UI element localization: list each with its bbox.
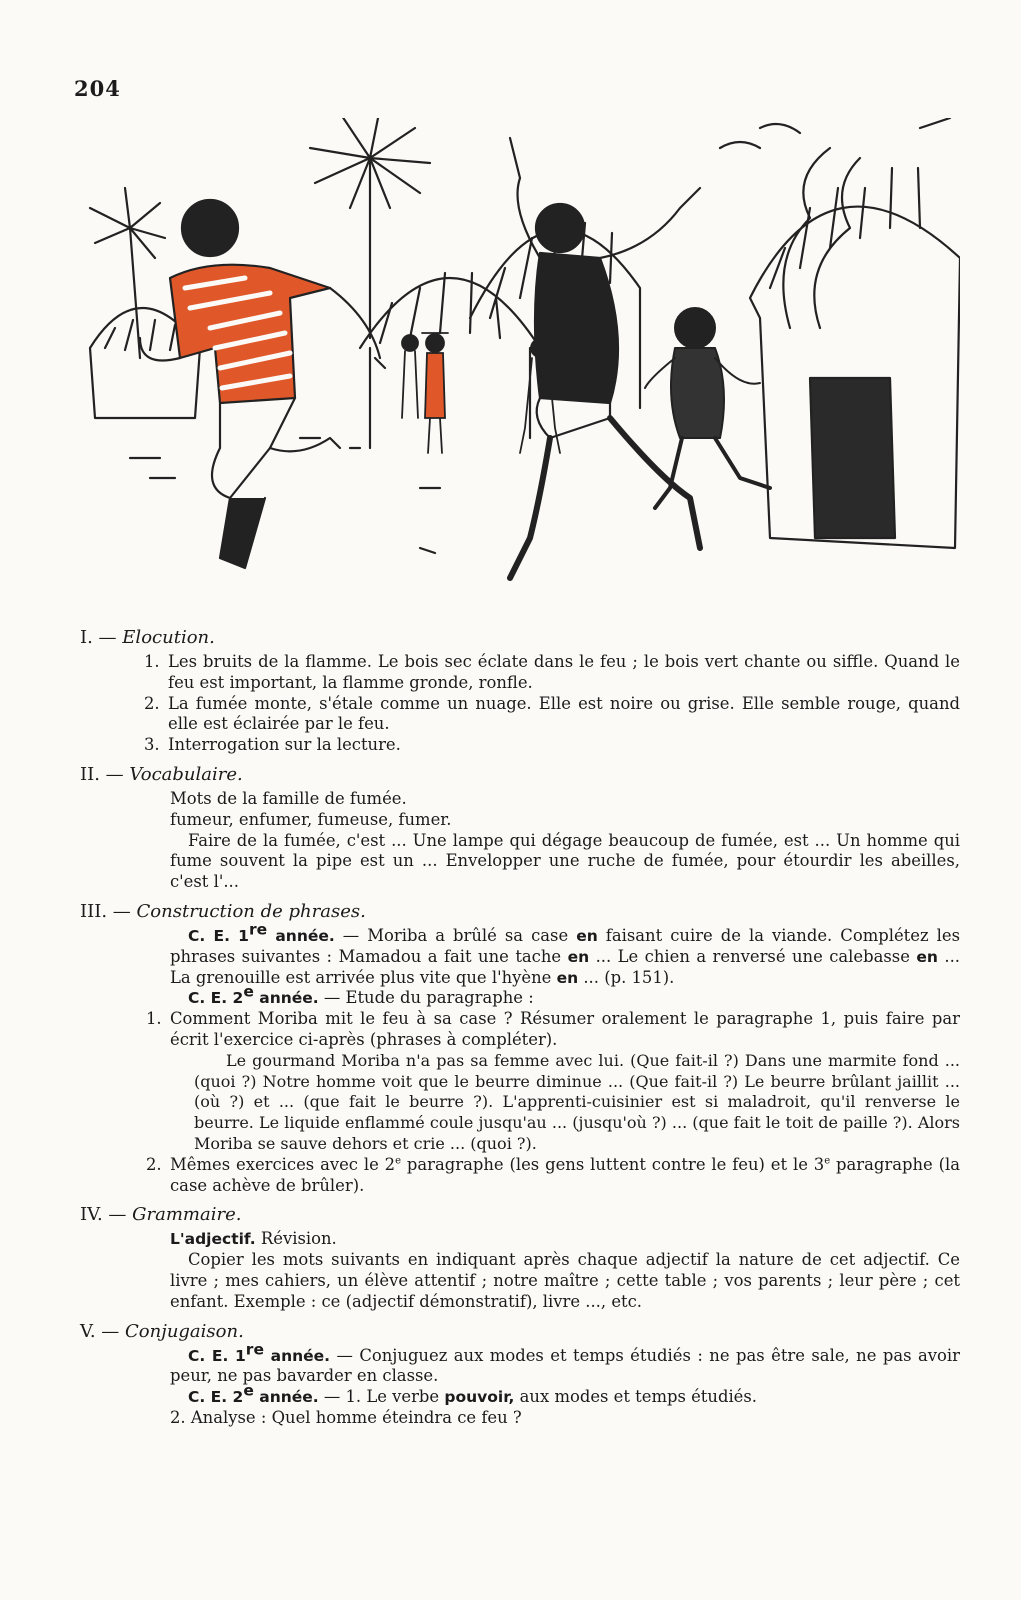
verb-pouvoir: pouvoir,: [444, 1388, 515, 1407]
ce1-paragraph: [170, 920, 960, 988]
section-title: Grammaire.: [132, 1204, 242, 1226]
vocab-paragraph: Faire de la fumée, c'est ... Une lampe qui dégage beaucoup de fumée, est ... Un homme qui fume souvent la pipe est un ... Envelopper une ruche de fumée, pour étourdir les abeilles, c'est l'...: [170, 830, 960, 892]
section-number: IV. —: [80, 1204, 127, 1226]
level-sup: re: [245, 1340, 264, 1359]
text: — 1. Le verbe: [318, 1387, 445, 1407]
text: ... La grenouille est arrivée plus vite que l'hyène: [170, 946, 960, 987]
level-sup: e: [243, 1381, 254, 1400]
section-heading: [80, 626, 960, 650]
exercise-content: [80, 626, 960, 1436]
example-paragraph: Le gourmand Moriba n'a pas sa femme avec lui. (Que fait-il ?) Dans une marmite fond ... (quoi ?) Notre homme voit que le beurre diminue ... (Que fait-il ?) Le beurre brûlant jaillit ... (où ?) et ... (que fait le beurre ?). L'apprenti-cuisinier est si maladroit, qu'il renverse le beurre. Le liquide enflammé coule jusqu'au ... (jusqu'où ?) ... (que fait le toit de paille ?). Alors Moriba se sauve dehors et crie ... (quoi ?).: [194, 1050, 960, 1153]
item-text: paragraphe (la case achève de brûler).: [170, 1154, 960, 1195]
section-number: II. —: [80, 763, 124, 785]
level-label: C. E. 1: [188, 926, 249, 945]
text: ... (p. 151).: [578, 967, 675, 987]
text: faisant cuire de la viande. Complétez les phrases suivantes : Mamadou a fait une tache: [170, 925, 960, 966]
item-text: paragraphe (les gens luttent contre le feu) et le 3: [401, 1154, 825, 1174]
keyword-en: en: [567, 947, 590, 966]
section-title: Construction de phrases.: [136, 900, 366, 922]
level-label-suffix: année.: [267, 926, 335, 945]
vocab-line: Mots de la famille de fumée.: [170, 788, 407, 808]
section-heading: [80, 1320, 960, 1344]
ce2-paragraph: [170, 1381, 960, 1408]
section-heading: [80, 900, 960, 924]
grammar-label-line: [170, 1229, 960, 1250]
level-label-suffix: année.: [263, 1346, 331, 1365]
item-number: 2.: [146, 1154, 162, 1174]
item-text: Interrogation sur la lecture.: [168, 735, 401, 755]
text: — Etude du paragraphe :: [318, 988, 534, 1008]
item-number: 1.: [146, 1009, 162, 1029]
item-text: La fumée monte, s'étale comme un nuage. Elle est noire ou grise. Elle semble rouge, quand elle est éclairée par le feu.: [168, 693, 960, 734]
section-title: Elocution.: [122, 627, 215, 648]
level-label: C. E. 2: [188, 989, 244, 1008]
analysis-line: 2. Analyse : Quel homme éteindra ce feu ?: [170, 1407, 522, 1427]
item-text: Les bruits de la flamme. Le bois sec éclate dans le feu ; le bois vert chante ou siffle. Quand le feu est important, la flamme gronde, ronfle.: [168, 652, 960, 692]
level-label: C. E. 2: [188, 1388, 244, 1407]
section-conjugaison: [80, 1320, 960, 1429]
grammar-label: L'adjectif.: [170, 1230, 256, 1249]
keyword-en: en: [576, 926, 598, 945]
level-label: C. E. 1: [188, 1346, 246, 1365]
level-sup: e: [243, 982, 254, 1001]
list-item: [144, 652, 960, 694]
sup: e: [395, 1155, 402, 1167]
keyword-en: en: [916, 947, 938, 966]
item-text: Comment Moriba mit le feu à sa case ? Résumer oralement le paragraphe 1, puis faire par écrit l'exercice ci-après (phrases à compléter).: [170, 1009, 960, 1049]
sup: e: [824, 1155, 831, 1167]
level-label-suffix: année.: [253, 1388, 319, 1407]
item-number: 3.: [144, 735, 160, 755]
section-title: Vocabulaire.: [129, 763, 243, 785]
text: aux modes et temps étudiés.: [514, 1387, 758, 1407]
section-title: Conjugaison.: [125, 1320, 244, 1342]
list-item: [146, 1155, 960, 1197]
section-grammaire: [80, 1203, 960, 1312]
section-vocabulaire: [80, 763, 960, 893]
list-item: [144, 694, 960, 736]
section-number: V. —: [80, 1320, 120, 1342]
list-item: [146, 1009, 960, 1051]
text: — Moriba a brûlé sa case: [334, 925, 577, 945]
section-number: I. —: [80, 627, 117, 648]
village-fire-scene-illustration: [70, 118, 960, 608]
ce1-paragraph: [170, 1340, 960, 1388]
item-text: Mêmes exercices avec le 2: [170, 1154, 396, 1174]
item-number: 2.: [144, 693, 160, 713]
keyword-en: en: [556, 968, 579, 987]
section-heading: [80, 1203, 960, 1227]
section-heading: [80, 763, 960, 787]
text: — Conjuguez aux modes et temps étudiés : ne pas être sale, ne pas avoir peur, ne pas bavarder en classe.: [170, 1345, 960, 1386]
vocab-line: fumeur, enfumer, fumeuse, fumer.: [170, 809, 452, 829]
item-number: 1.: [144, 652, 160, 671]
section-construction: [80, 900, 960, 1196]
section-elocution: [80, 626, 960, 756]
section-number: III. —: [80, 900, 131, 922]
grammar-paragraph: Copier les mots suivants en indiquant après chaque adjectif la nature de cet adjectif. Ce livre ; mes cahiers, un élève attentif ; notre maître ; cette table ; vos parents ; leur père ; cet enfant. Exemple : ce (adjectif démonstratif), livre ..., etc.: [170, 1250, 960, 1311]
level-label-suffix: année.: [253, 989, 319, 1008]
page-number: 204: [74, 76, 121, 101]
text: Révision.: [255, 1229, 337, 1249]
list-item: [144, 735, 960, 756]
level-sup: re: [248, 920, 268, 939]
text: ... Le chien a renversé une calebasse: [589, 946, 917, 966]
ce2-paragraph: [170, 982, 960, 1009]
